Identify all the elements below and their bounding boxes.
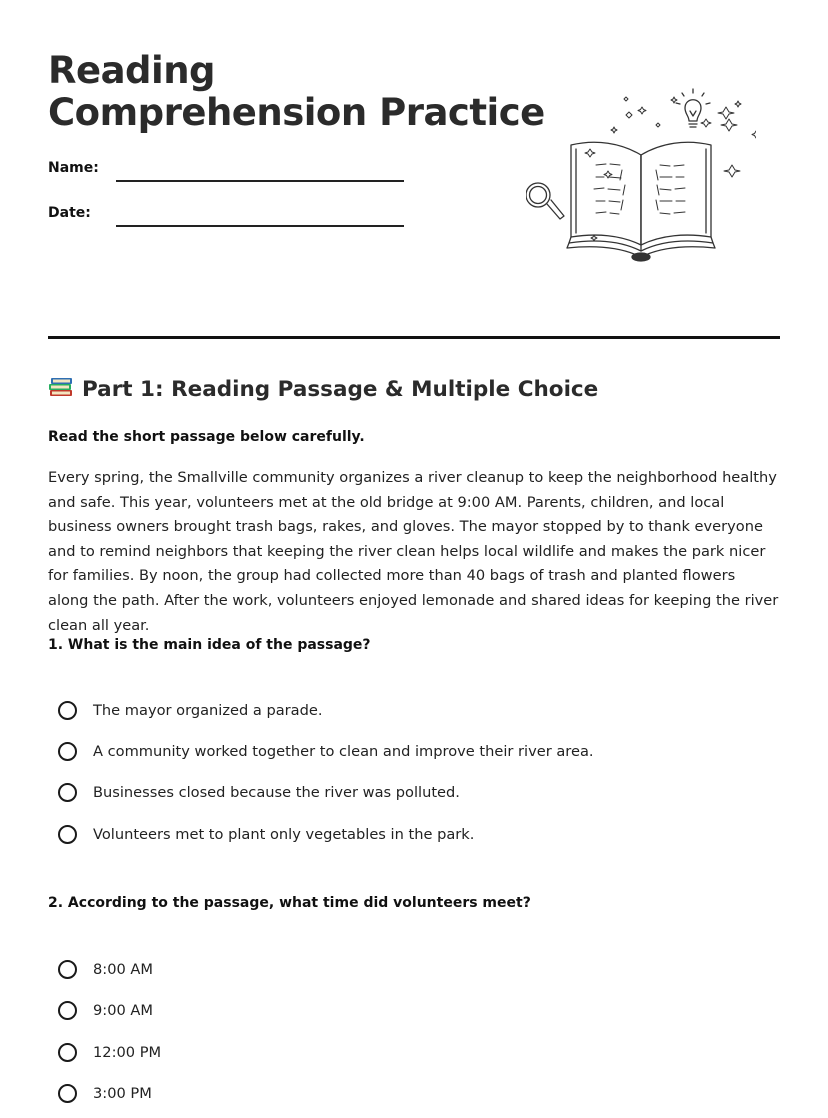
part-1-heading (48, 375, 598, 404)
page-title (48, 50, 545, 134)
title-line-1: Reading (48, 49, 216, 92)
question-1: 1. What is the main idea of the passage? (48, 637, 371, 653)
option-label: The mayor organized a parade. (93, 701, 323, 719)
radio-button[interactable] (58, 1043, 77, 1062)
option-label: 9:00 AM (93, 1001, 153, 1019)
radio-button[interactable] (58, 783, 77, 802)
books-icon (48, 375, 74, 399)
worksheet-page (48, 0, 780, 1118)
option-label: A community worked together to clean and improve their river area. (93, 742, 594, 760)
section-divider (48, 336, 780, 339)
name-label: Name: (48, 160, 99, 176)
date-label: Date: (48, 205, 91, 221)
option-label: 8:00 AM (93, 960, 153, 978)
open-book-lightbulb-icon (526, 85, 756, 265)
title-line-2: Comprehension Practice (48, 91, 545, 134)
q1-option-d[interactable] (58, 822, 474, 846)
radio-button[interactable] (58, 825, 77, 844)
q2-option-d[interactable] (58, 1081, 152, 1105)
option-label: Volunteers met to plant only vegetables in the park. (93, 825, 475, 843)
option-label: 3:00 PM (93, 1084, 152, 1102)
part-1-heading-text: Part 1: Reading Passage & Multiple Choice (82, 377, 599, 402)
q2-option-c[interactable] (58, 1040, 161, 1064)
option-label: 12:00 PM (93, 1043, 162, 1061)
name-field[interactable] (116, 180, 404, 182)
q1-option-a[interactable] (58, 698, 322, 722)
radio-button[interactable] (58, 1084, 77, 1103)
question-2: 2. According to the passage, what time did volunteers meet? (48, 895, 531, 911)
radio-button[interactable] (58, 742, 77, 761)
q2-option-b[interactable] (58, 998, 153, 1022)
q1-option-b[interactable] (58, 739, 594, 763)
option-label: Businesses closed because the river was polluted. (93, 783, 460, 801)
date-field[interactable] (116, 225, 404, 227)
radio-button[interactable] (58, 960, 77, 979)
radio-button[interactable] (58, 1001, 77, 1020)
instruction-text: Read the short passage below carefully. (48, 429, 365, 445)
q1-option-c[interactable] (58, 780, 460, 804)
reading-passage: Every spring, the Smallville community organizes a river cleanup to keep the neighborhood healthy and safe. This year, volunteers met at the old bridge at 9:00 AM. Parents, children, and local business owners brought trash bags, rakes, and gloves. The mayor stopped by to thank everyone and to remind neighbors that keeping the river clean helps local wildlife and makes the park nicer for families. By noon, the group had collected more than 40 bags of trash and planted flowers along the path. After the work, volunteers enjoyed lemonade and shared ideas for keeping the river clean all year. (48, 469, 779, 634)
radio-button[interactable] (58, 701, 77, 720)
q2-option-a[interactable] (58, 957, 153, 981)
